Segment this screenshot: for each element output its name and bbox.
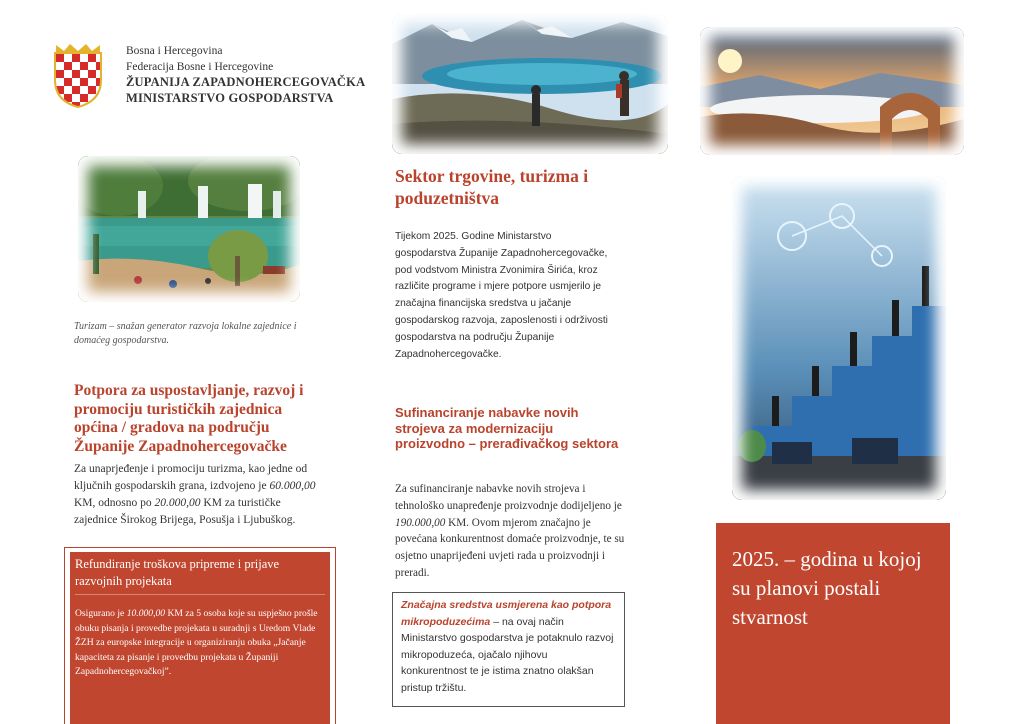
tourism-amount-total: 60.000,00 bbox=[269, 480, 316, 492]
sector-heading: Sektor trgovine, turizma i poduzetništva bbox=[395, 166, 589, 208]
refund-title: Refundiranje troškova pripreme i prijave razvojnih projekata bbox=[75, 556, 325, 595]
tourism-text-c: KM za turističke zajednice Širokog Brijega, Posušja i Ljubuškog. bbox=[74, 497, 296, 526]
machinery-heading: Sufinanciranje nabavke novih strojeva za modernizaciju proizvodno – prerađivačkog sektora bbox=[395, 405, 619, 451]
refund-panel bbox=[70, 552, 330, 724]
refund-text-b: KM za 5 osoba koje su uspješno prošle obuku pisanja i provedbe projekata u suradnji s Uredom Vlade ŽZH za europske integracije u organiziranju obuka „Jačanje kapaciteta za pisanje i provedbu projekata u Županiji Zapadnohercegovačkoj”. bbox=[75, 608, 318, 677]
machinery-amount: 190.000,00 bbox=[395, 516, 446, 529]
county-crest-icon bbox=[50, 42, 106, 108]
header-block bbox=[126, 44, 365, 106]
machinery-text-b: KM. Ovom mjerom značajno je povećana konkurentnost domaće proizvodnje, te su osjetno unaprijeđeni uvjeti rada u proizvodnji i preradi. bbox=[395, 516, 625, 579]
header-ministry: MINISTARSTVO GOSPODARSTVA bbox=[126, 90, 334, 105]
machinery-text-a: Za sufinanciranje nabavke novih strojeva i tehnološko unapređenje proizvodnje dodijeljeno je bbox=[395, 483, 622, 512]
micro-enterprise-note bbox=[392, 592, 625, 707]
refund-amount: 10.000,00 bbox=[126, 608, 166, 619]
tourism-support-paragraph bbox=[74, 461, 324, 529]
refund-box bbox=[64, 547, 336, 724]
refund-text-a: Osigurano je bbox=[75, 608, 127, 619]
sector-paragraph: Tijekom 2025. Godine Ministarstvo gospodarstva Županije Zapadnohercegovačke, pod vodstvom Ministra Zvonimira Širića, kroz različite programe i mjere potpore usmjerilo je značajna financijska sredstva u jačanje gospodarskog razvoja, zaposlenosti i održivosti gospodarstva na području Županije Zapadnohercegovačke. bbox=[395, 231, 608, 360]
waterfall-photo bbox=[78, 156, 300, 302]
tourism-caption: Turizam – snažan generator razvoja lokalne zajednice i domaćeg gospodarstva. bbox=[74, 321, 297, 346]
header-county: ŽUPANIJA ZAPADNOHERCEGOVAČKA bbox=[126, 75, 366, 89]
note-emphasis: Značajna sredstva usmjerena kao potpora mikropoduzećima bbox=[401, 599, 612, 628]
tourism-text-a: Za unaprjeđenje i promociju turizma, kao jedne od ključnih gospodarskih grana, izdvojeno je bbox=[74, 463, 308, 492]
header-country: Bosna i Hercegovina bbox=[126, 45, 223, 57]
tourism-amount-each: 20.000,00 bbox=[154, 497, 201, 509]
hikers-lake-photo bbox=[392, 14, 668, 154]
year-summary-panel: 2025. – godina u kojoj su planovi postali stvarnost bbox=[716, 523, 950, 724]
note-text: – na ovaj način Ministarstvo gospodarstva je potaknulo razvoj mikropoduzeća, ojačalo njihovu konkurentnost te je istima znatno olakšan pristup tržištu. bbox=[401, 615, 614, 694]
refund-body bbox=[75, 607, 325, 680]
mountain-sunrise-photo bbox=[700, 27, 964, 155]
business-stairs-illustration bbox=[732, 176, 946, 500]
machinery-paragraph bbox=[395, 481, 630, 582]
header-federation: Federacija Bosne i Hercegovine bbox=[126, 60, 274, 73]
tourism-text-b: KM, odnosno po bbox=[74, 497, 155, 509]
tourism-support-heading: Potpora za uspostavljanje, razvoj i promociju turističkih zajednica općina / gradova na području Županije Zapadnohercegovačke bbox=[74, 382, 304, 455]
